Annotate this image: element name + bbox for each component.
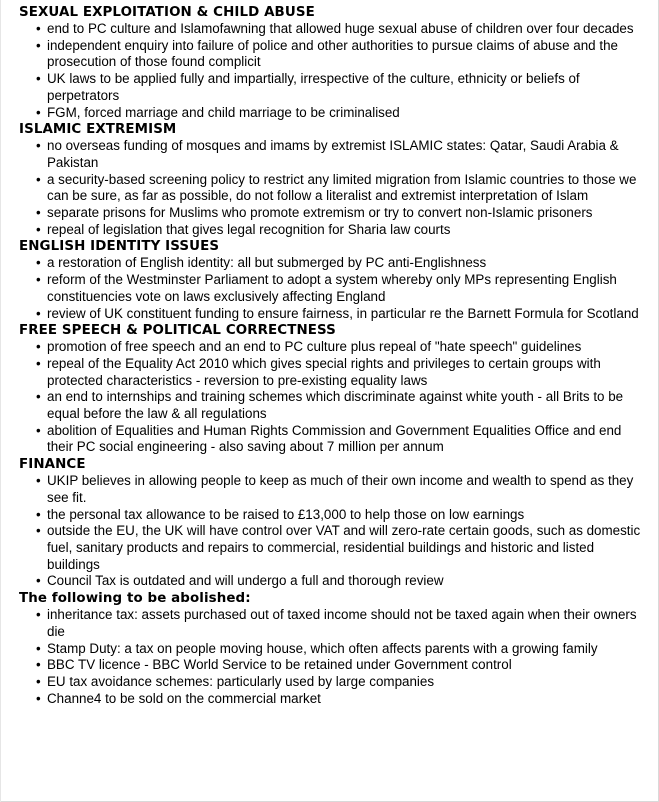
bullet-item: • a restoration of English identity: all but submerged by PC anti-Englishness — [19, 255, 650, 272]
bullet-list — [19, 138, 650, 238]
bullet-list — [19, 607, 650, 707]
bullet-item: • the personal tax allowance to be raised to £13,000 to help those on low earnings — [19, 507, 650, 524]
bullet-item: • UKIP believes in allowing people to keep as much of their own income and wealth to spend as they see fit. — [19, 473, 650, 506]
bullet-item: • EU tax avoidance schemes: particularly used by large companies — [19, 674, 650, 691]
section-heading: FINANCE — [19, 457, 86, 473]
bullet-item: • Council Tax is outdated and will undergo a full and thorough review — [19, 573, 650, 590]
policy-section — [19, 457, 650, 590]
policy-section — [19, 591, 650, 707]
section-heading: The following to be abolished: — [19, 591, 251, 607]
bullet-item: • Channe4 to be sold on the commercial market — [19, 691, 650, 708]
bullet-item: • separate prisons for Muslims who promote extremism or try to convert non-Islamic prisoners — [19, 205, 650, 222]
bullet-list — [19, 21, 650, 121]
bullet-list — [19, 255, 650, 322]
bullet-list — [19, 339, 650, 456]
policy-section — [19, 5, 650, 121]
bullet-item: • no overseas funding of mosques and imams by extremist ISLAMIC states: Qatar, Saudi Arabia & Pakistan — [19, 138, 650, 171]
policy-section — [19, 122, 650, 238]
section-heading: ISLAMIC EXTREMISM — [19, 122, 177, 138]
bullet-item: • UK laws to be applied fully and impartially, irrespective of the culture, ethnicity or beliefs of perpetrators — [19, 71, 650, 104]
bullet-item: • repeal of the Equality Act 2010 which gives special rights and privileges to certain groups with protected characteristics - reversion to pre-existing equality laws — [19, 356, 650, 389]
bullet-item: • end to PC culture and Islamofawning that allowed huge sexual abuse of children over four decades — [19, 21, 650, 38]
policy-section — [19, 323, 650, 456]
bullet-item: • abolition of Equalities and Human Rights Commission and Government Equalities Office and end their PC social engineering - also saving about 7 million per annum — [19, 423, 650, 456]
section-heading: FREE SPEECH & POLITICAL CORRECTNESS — [19, 323, 336, 339]
bullet-item: • reform of the Westminster Parliament to adopt a system whereby only MPs representing English constituencies vote on laws exclusively affecting England — [19, 272, 650, 305]
bullet-item: • Stamp Duty: a tax on people moving house, which often affects parents with a growing family — [19, 641, 650, 658]
section-heading: ENGLISH IDENTITY ISSUES — [19, 239, 220, 255]
page-edge-line — [0, 0, 1, 802]
bullet-item: • a security-based screening policy to restrict any limited migration from Islamic countries to those we can be sure, as far as possible, do not follow a literalist and extremist interpretation of Islam — [19, 172, 650, 205]
section-heading: SEXUAL EXPLOITATION & CHILD ABUSE — [19, 5, 315, 20]
bullet-item: • FGM, forced marriage and child marriage to be criminalised — [19, 105, 650, 122]
bullet-item: • inheritance tax: assets purchased out of taxed income should not be taxed again when their owners die — [19, 607, 650, 640]
bullet-item: • an end to internships and training schemes which discriminate against white youth - all Brits to be equal before the law & all regulations — [19, 389, 650, 422]
bullet-item: • independent enquiry into failure of police and other authorities to pursue claims of abuse and the prosecution of those found complicit — [19, 38, 650, 71]
bullet-item: • BBC TV licence - BBC World Service to be retained under Government control — [19, 657, 650, 674]
bullet-item: • outside the EU, the UK will have control over VAT and will zero-rate certain goods, such as domestic fuel, sanitary products and repairs to commercial, residential buildings and historic and listed buildings — [19, 523, 650, 573]
bullet-item: • repeal of legislation that gives legal recognition for Sharia law courts — [19, 222, 650, 239]
policy-section — [19, 239, 650, 322]
bullet-list — [19, 473, 650, 590]
document-content — [19, 5, 650, 707]
bullet-item: • review of UK constituent funding to ensure fairness, in particular re the Barnett Formula for Scotland — [19, 306, 650, 323]
bullet-item: • promotion of free speech and an end to PC culture plus repeal of "hate speech" guidelines — [19, 339, 650, 356]
